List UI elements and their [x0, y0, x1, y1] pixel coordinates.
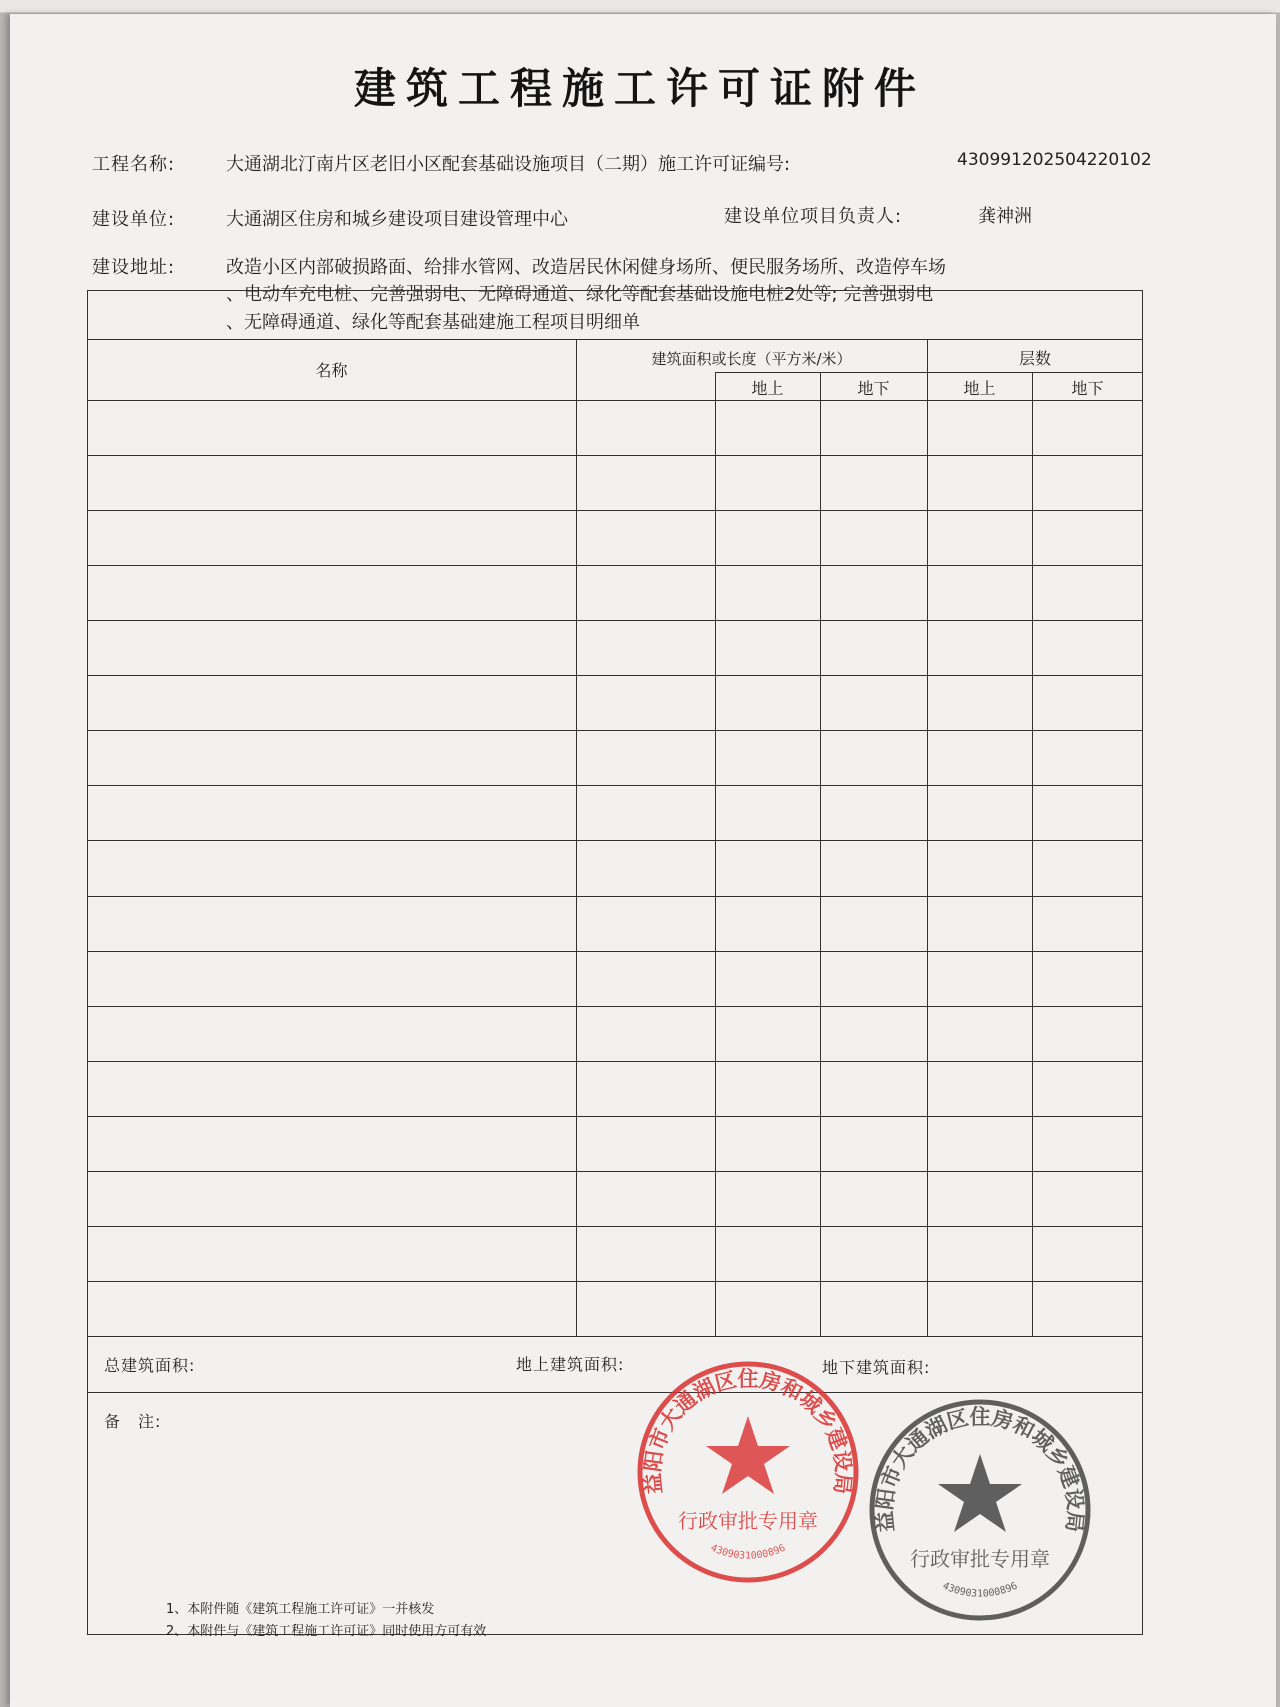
- below-area-label: 地下建筑面积:: [822, 1358, 931, 1377]
- gray-official-seal: [864, 1394, 1096, 1626]
- svg-text:4309031000896: [941, 1581, 1019, 1600]
- col-divider-area-below: [820, 372, 821, 1336]
- table-row-line: [87, 675, 1143, 676]
- table-title-band: [87, 290, 1143, 340]
- gray-seal-ring-text: 益阳市大通湖区住房和城乡建设局: [871, 1404, 1089, 1534]
- permit-number: 430991202504220102: [957, 150, 1152, 170]
- project-name-value: 大通湖北汀南片区老旧小区配套基础设施项目（二期）施工许可证编号:: [226, 154, 791, 175]
- col-divider-area-mid: [715, 372, 716, 1336]
- address-line-3: 、无障碍通道、绿化等配套基础建施工程项目明细单: [226, 312, 640, 333]
- table-row-line: [87, 1061, 1143, 1062]
- footer-remarks-line: [87, 1392, 1143, 1393]
- table-row-line: [87, 785, 1143, 786]
- subheader-line: [715, 372, 1143, 373]
- header-floors: 层数: [1018, 349, 1051, 368]
- col-divider-name: [576, 340, 577, 1336]
- table-row-line: [87, 896, 1143, 897]
- table-row-line: [87, 1116, 1143, 1117]
- red-seal-code: 4309031000896: [708, 1542, 788, 1562]
- footer-top-line: [87, 1336, 1143, 1337]
- table-row-line: [87, 951, 1143, 952]
- table-row-line: [87, 1226, 1143, 1227]
- table-row-line: [87, 510, 1143, 511]
- project-name-row: [92, 150, 175, 176]
- table-row-line: [87, 1006, 1143, 1007]
- note-2: 2、本附件与《建筑工程施工许可证》同时使用方可有效: [166, 1624, 487, 1639]
- col-divider-floors: [927, 340, 928, 1336]
- table-row-line: [87, 455, 1143, 456]
- svg-text:4309031000896: [709, 1543, 787, 1562]
- table-row-line: [87, 565, 1143, 566]
- table-row-line: [87, 1281, 1143, 1282]
- document-title: 建筑工程施工许可证附件: [353, 64, 926, 113]
- col-divider-floors-mid: [1032, 372, 1033, 1336]
- header-floors-above: 地上: [963, 379, 996, 398]
- header-area: 建筑面积或长度（平方米/米）: [651, 350, 852, 368]
- project-name-label: 工程名称:: [92, 154, 176, 175]
- above-area-label: 地上建筑面积:: [516, 1355, 625, 1374]
- project-leader-label: 建设单位项目负责人:: [724, 206, 903, 227]
- table-row-line: [87, 730, 1143, 731]
- header-area-above: 地上: [751, 379, 784, 398]
- header-bottom-line: [87, 400, 1143, 401]
- remarks-label: 备 注:: [104, 1412, 162, 1431]
- header-floors-below: 地下: [1071, 379, 1104, 398]
- table-row-line: [87, 1171, 1143, 1172]
- gray-seal-center-text: 行政审批专用章: [910, 1547, 1050, 1571]
- address-label: 建设地址:: [92, 257, 176, 278]
- header-name: 名称: [315, 361, 348, 380]
- gray-seal-code: 4309031000896: [940, 1580, 1020, 1600]
- page-top-edge: [0, 0, 1280, 13]
- red-seal-center-text: 行政审批专用章: [678, 1509, 818, 1533]
- builder-value: 大通湖区住房和城乡建设项目建设管理中心: [226, 209, 568, 230]
- builder-label: 建设单位:: [92, 209, 176, 230]
- red-seal-ring-text: 益阳市大通湖区住房和城乡建设局: [639, 1366, 857, 1496]
- address-line-1: 改造小区内部破损路面、给排水管网、改造居民休闲健身场所、便民服务场所、改造停车场: [226, 257, 946, 278]
- red-official-seal: [632, 1356, 864, 1588]
- total-area-label: 总建筑面积:: [104, 1356, 196, 1375]
- table-row-line: [87, 840, 1143, 841]
- project-leader-value: 龚神洲: [978, 206, 1032, 227]
- address-line-2: 、电动车充电桩、完善强弱电、无障碍通道、绿化等配套基础设施电桩2处等; 完善强弱电: [226, 284, 934, 305]
- header-area-below: 地下: [857, 379, 890, 398]
- note-1: 1、本附件随《建筑工程施工许可证》一并核发: [166, 1602, 435, 1617]
- table-row-line: [87, 620, 1143, 621]
